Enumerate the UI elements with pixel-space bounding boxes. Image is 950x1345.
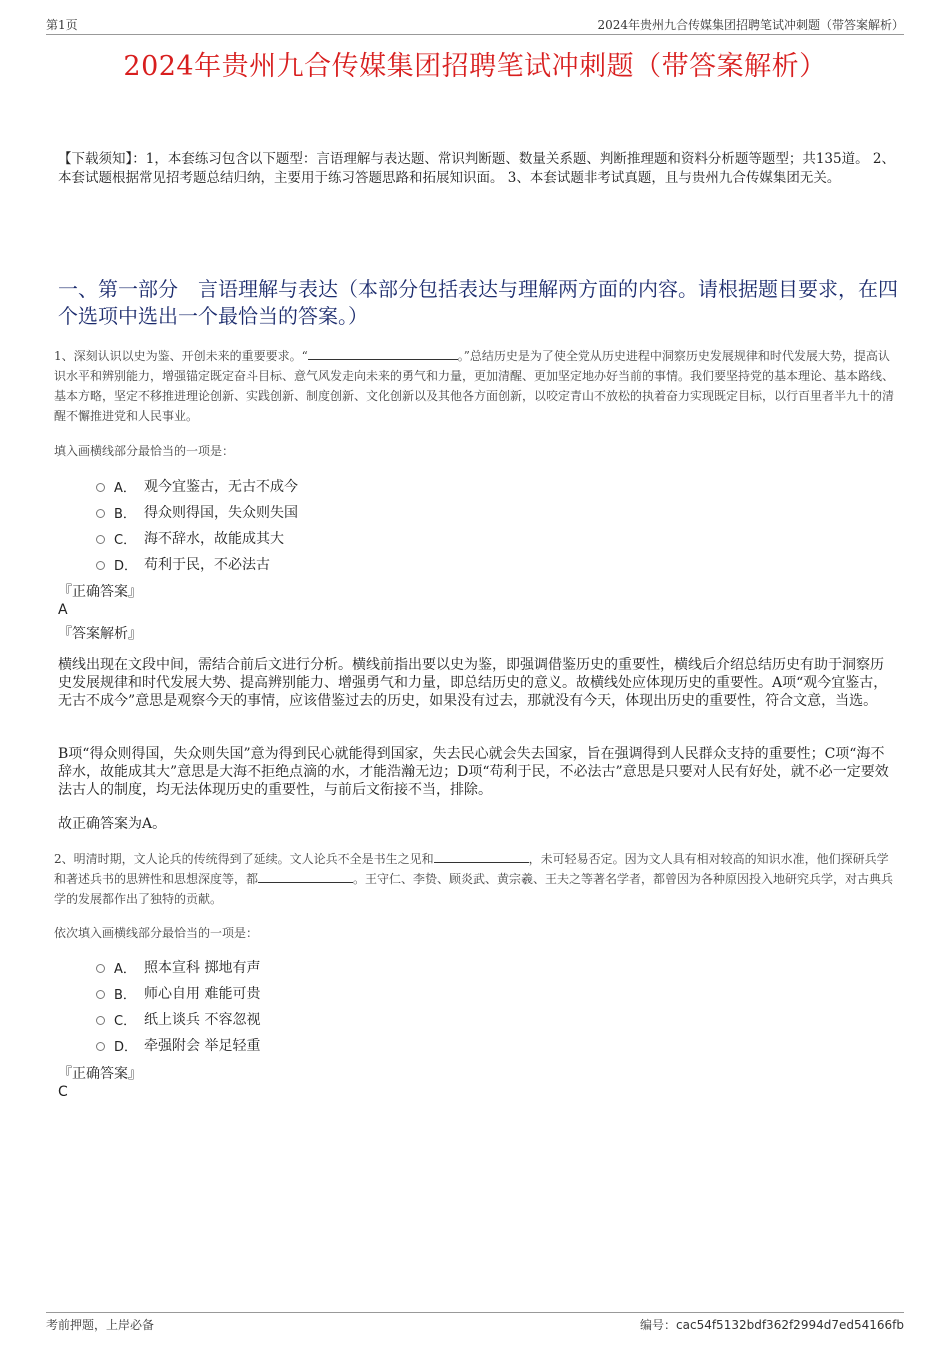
footer-code-label: 编号： [640, 1318, 677, 1332]
question-2-option-b[interactable]: B． 师心自用 难能可贵 [96, 980, 260, 1006]
footer-slogan: 考前押题，上岸必备 [46, 1318, 155, 1332]
footer-code [640, 1316, 904, 1333]
question-2-options [96, 954, 260, 1058]
question-1-option-a[interactable]: A． 观今宜鉴古，无古不成今 [96, 473, 298, 499]
page-number: 第1页 [46, 18, 78, 32]
radio-icon[interactable] [96, 483, 105, 492]
question-1-stem [54, 346, 896, 426]
option-text: 照本宣科 掷地有声 [144, 960, 261, 976]
question-1-blank [308, 347, 458, 360]
question-2-answer: C [58, 1084, 68, 1100]
question-1-prompt: 填入画横线部分最恰当的一项是： [54, 444, 235, 458]
question-1-answer: A [58, 602, 68, 618]
question-2-option-a[interactable]: A． 照本宣科 掷地有声 [96, 954, 260, 980]
radio-icon[interactable] [96, 561, 105, 570]
question-2-stem-c: 。王守仁、李贽、顾炎武、黄宗羲、王夫之等著名学者，都曾因为各种原因投入地研究兵学，对古典兵学的发展都作出了独特的贡献。 [54, 872, 894, 906]
question-1-option-d[interactable]: D． 苟利于民，不必法古 [96, 551, 298, 577]
option-text: 师心自用 难能可贵 [144, 986, 261, 1002]
question-2-blank-1 [434, 850, 529, 863]
question-2-option-c[interactable]: C． 纸上谈兵 不容忽视 [96, 1006, 260, 1032]
question-2-stem [54, 849, 896, 909]
radio-icon[interactable] [96, 509, 105, 518]
footer-code-value: cac54f5132bdf362f2994d7ed54166fb [676, 1318, 904, 1332]
option-text: 得众则得国，失众则失国 [144, 505, 298, 521]
question-2-prompt: 依次填入画横线部分最恰当的一项是： [54, 926, 259, 940]
radio-icon[interactable] [96, 990, 105, 999]
radio-icon[interactable] [96, 535, 105, 544]
option-text: 观今宜鉴古，无古不成今 [144, 479, 298, 495]
page-footer [46, 1312, 904, 1333]
question-1-stem-before: 1、深刻认识以史为鉴、开创未来的重要要求。“ [54, 349, 308, 363]
question-2-answer-label: 『正确答案』 [58, 1066, 142, 1082]
document-title: 2024年贵州九合传媒集团招聘笔试冲刺题（带答案解析） [123, 51, 827, 82]
question-2-stem-a: 2、明清时期，文人论兵的传统得到了延续。文人论兵不全是书生之见和 [54, 852, 434, 866]
page-header [46, 14, 904, 35]
download-notice: 【下载须知】：1，本套练习包含以下题型：言语理解与表达题、常识判断题、数量关系题、判断推理题和资料分析题等题型；共135道。 2、本套试题根据常见招考题总结归纳，主要用于练习答题思路和拓展知识面。 3、本套试题非考试真题，且与贵州九合传媒集团无关。 [58, 151, 895, 186]
question-2-blank-2 [258, 870, 353, 883]
question-1-stem-after: 。”总结历史是为了使全党从历史进程中洞察历史发展规律和时代发展大势，提高认识水平和辨别能力，增强锚定既定奋斗目标、意气风发走向未来的勇气和力量，更加清醒、更加坚定地办好当前的事情。我们要坚持党的基本理论、基本路线、基本方略，坚定不移推进理论创新、实践创新、制度创新、文化创新以及其他各方面创新，以咬定青山不放松的执着奋力实现既定目标，以行百里者半九十的清醒不懈推进党和人民事业。 [54, 349, 895, 423]
question-1-option-c[interactable]: C． 海不辞水，故能成其大 [96, 525, 298, 551]
question-1-answer-label: 『正确答案』 [58, 584, 142, 600]
option-text: 苟利于民，不必法古 [144, 557, 270, 573]
question-1-options [96, 473, 298, 577]
question-1-analysis-p3: 故正确答案为A。 [58, 816, 167, 832]
radio-icon[interactable] [96, 1042, 105, 1051]
radio-icon[interactable] [96, 1016, 105, 1025]
section-heading: 一、第一部分 言语理解与表达（本部分包括表达与理解两方面的内容。请根据题目要求，在四个选项中选出一个最恰当的答案。） [58, 277, 898, 328]
question-2-stem-b: ，未可轻易否定。因为文人具有相对较高的知识水准，他们探研兵学和著述兵书的思辨性和思想深度等，都 [54, 852, 889, 886]
question-1-analysis-label: 『答案解析』 [58, 626, 142, 642]
option-text: 海不辞水，故能成其大 [144, 531, 284, 547]
question-1-analysis-p1: 横线出现在文段中间，需结合前后文进行分析。横线前指出要以史为鉴，即强调借鉴历史的重要性，横线后介绍总结历史有助于洞察历史发展规律和时代发展大势、提高辨别能力、增强勇气和力量，即总结历史的意义。故横线处应体现历史的重要性。A项“观今宜鉴古，无古不成今”意思是观察今天的事情，应该借鉴过去的历史，如果没有过去，那就没有今天，体现出历史的重要性，符合文意，当选。 [58, 657, 888, 709]
option-text: 牵强附会 举足轻重 [144, 1038, 261, 1054]
question-1-analysis-p2: B项“得众则得国，失众则失国”意为得到民心就能得到国家，失去民心就会失去国家，旨在强调得到人民群众支持的重要性；C项“海不辞水，故能成其大”意思是大海不拒绝点滴的水，才能浩瀚无边；D项“苟利于民，不必法古”意思是只要对人民有好处，就不必一定要效法古人的制度，均无法体现历史的重要性，与前后文衔接不当，排除。 [58, 746, 889, 798]
question-2-option-d[interactable]: D． 牵强附会 举足轻重 [96, 1032, 260, 1058]
radio-icon[interactable] [96, 964, 105, 973]
question-1-option-b[interactable]: B． 得众则得国，失众则失国 [96, 499, 298, 525]
header-doc-name: 2024年贵州九合传媒集团招聘笔试冲刺题（带答案解析） [597, 18, 904, 32]
option-text: 纸上谈兵 不容忽视 [144, 1012, 261, 1028]
